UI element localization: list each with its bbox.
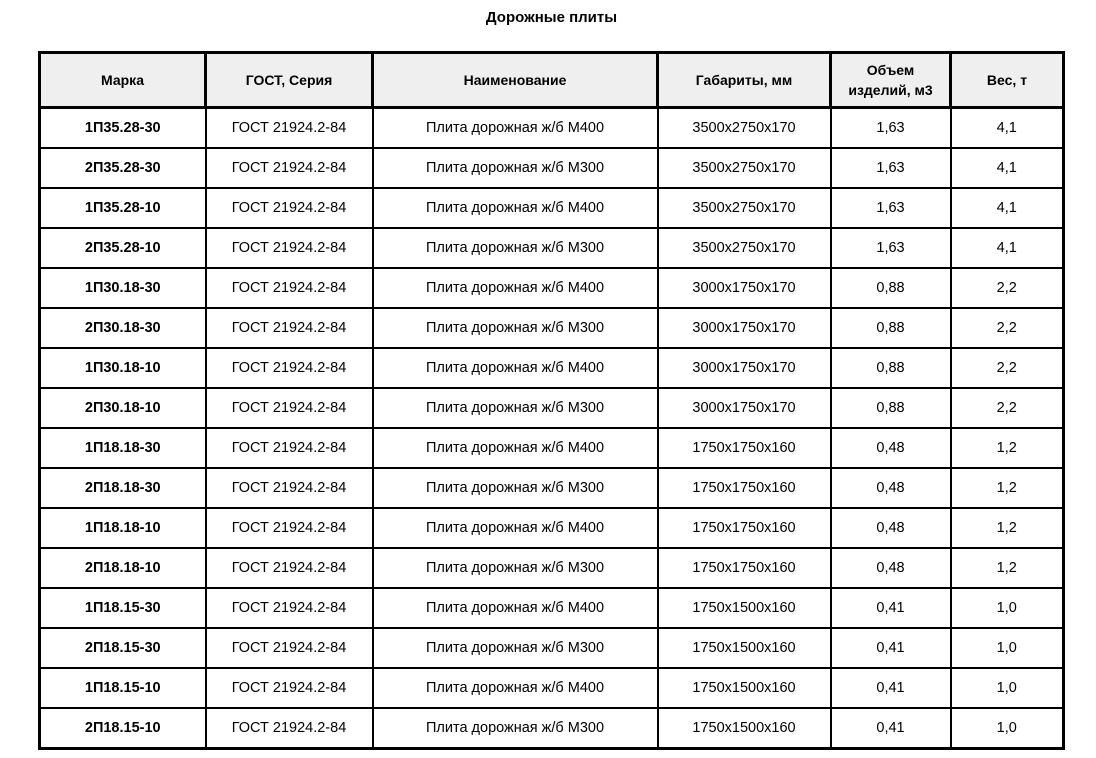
cell-dimensions: 1750х1500х160 [658, 668, 831, 708]
table-row [40, 548, 1064, 588]
cell-dimensions: 3500х2750х170 [658, 108, 831, 149]
cell-volume: 1,63 [831, 228, 951, 268]
cell-dimensions: 3000х1750х170 [658, 268, 831, 308]
table-container [38, 51, 1065, 750]
cell-dimensions: 1750х1500х160 [658, 588, 831, 628]
cell-gost: ГОСТ 21924.2-84 [206, 508, 373, 548]
table-row [40, 388, 1064, 428]
table-row [40, 428, 1064, 468]
column-header-label: Объем изделий, м3 [848, 62, 933, 98]
cell-gost: ГОСТ 21924.2-84 [206, 468, 373, 508]
cell-weight: 1,2 [951, 468, 1064, 508]
cell-weight: 1,0 [951, 708, 1064, 749]
cell-name: Плита дорожная ж/б М300 [373, 628, 658, 668]
cell-volume: 0,41 [831, 588, 951, 628]
cell-dimensions: 1750х1750х160 [658, 428, 831, 468]
cell-weight: 2,2 [951, 268, 1064, 308]
table-row [40, 228, 1064, 268]
cell-name: Плита дорожная ж/б М300 [373, 468, 658, 508]
table-row [40, 268, 1064, 308]
cell-dimensions: 3000х1750х170 [658, 348, 831, 388]
cell-weight: 2,2 [951, 308, 1064, 348]
table-row [40, 308, 1064, 348]
table-row [40, 588, 1064, 628]
cell-volume: 0,48 [831, 428, 951, 468]
cell-volume: 0,88 [831, 268, 951, 308]
column-header-label: Габариты, мм [695, 72, 793, 88]
cell-gost: ГОСТ 21924.2-84 [206, 148, 373, 188]
cell-volume: 0,41 [831, 668, 951, 708]
cell-mark: 1П18.18-30 [40, 428, 206, 468]
cell-dimensions: 3000х1750х170 [658, 308, 831, 348]
cell-volume: 1,63 [831, 148, 951, 188]
cell-weight: 1,0 [951, 588, 1064, 628]
cell-mark: 2П35.28-30 [40, 148, 206, 188]
cell-weight: 1,2 [951, 428, 1064, 468]
cell-mark: 2П18.18-30 [40, 468, 206, 508]
cell-mark: 1П18.15-10 [40, 668, 206, 708]
column-header-dimensions [658, 53, 831, 108]
table-row [40, 508, 1064, 548]
table-row [40, 628, 1064, 668]
cell-volume: 0,88 [831, 388, 951, 428]
cell-mark: 1П18.18-10 [40, 508, 206, 548]
cell-weight: 2,2 [951, 388, 1064, 428]
cell-mark: 2П30.18-10 [40, 388, 206, 428]
column-header-label: Наименование [463, 72, 567, 88]
cell-volume: 1,63 [831, 188, 951, 228]
table-row [40, 668, 1064, 708]
cell-weight: 4,1 [951, 148, 1064, 188]
cell-name: Плита дорожная ж/б М400 [373, 668, 658, 708]
cell-dimensions: 1750х1750х160 [658, 508, 831, 548]
cell-mark: 1П30.18-10 [40, 348, 206, 388]
cell-name: Плита дорожная ж/б М300 [373, 308, 658, 348]
cell-gost: ГОСТ 21924.2-84 [206, 228, 373, 268]
cell-name: Плита дорожная ж/б М300 [373, 548, 658, 588]
cell-mark: 2П18.18-10 [40, 548, 206, 588]
cell-weight: 1,2 [951, 508, 1064, 548]
table-row [40, 108, 1064, 149]
column-header-gost [206, 53, 373, 108]
cell-weight: 4,1 [951, 228, 1064, 268]
cell-weight: 4,1 [951, 188, 1064, 228]
cell-name: Плита дорожная ж/б М400 [373, 348, 658, 388]
cell-weight: 1,2 [951, 548, 1064, 588]
cell-dimensions: 1750х1750х160 [658, 548, 831, 588]
cell-gost: ГОСТ 21924.2-84 [206, 708, 373, 749]
cell-mark: 2П35.28-10 [40, 228, 206, 268]
table-row [40, 468, 1064, 508]
cell-gost: ГОСТ 21924.2-84 [206, 588, 373, 628]
cell-mark: 2П30.18-30 [40, 308, 206, 348]
table-body [40, 108, 1064, 749]
column-header-label: Марка [101, 72, 144, 88]
cell-mark: 1П30.18-30 [40, 268, 206, 308]
cell-name: Плита дорожная ж/б М300 [373, 148, 658, 188]
road-slabs-table [38, 51, 1065, 750]
cell-volume: 0,41 [831, 628, 951, 668]
cell-volume: 0,88 [831, 348, 951, 388]
cell-gost: ГОСТ 21924.2-84 [206, 268, 373, 308]
table-row [40, 708, 1064, 749]
column-header-mark [40, 53, 206, 108]
cell-mark: 2П18.15-30 [40, 628, 206, 668]
cell-name: Плита дорожная ж/б М400 [373, 428, 658, 468]
cell-dimensions: 3500х2750х170 [658, 188, 831, 228]
cell-volume: 0,48 [831, 468, 951, 508]
cell-weight: 1,0 [951, 668, 1064, 708]
cell-weight: 2,2 [951, 348, 1064, 388]
cell-gost: ГОСТ 21924.2-84 [206, 188, 373, 228]
cell-gost: ГОСТ 21924.2-84 [206, 548, 373, 588]
cell-gost: ГОСТ 21924.2-84 [206, 668, 373, 708]
cell-gost: ГОСТ 21924.2-84 [206, 108, 373, 149]
cell-dimensions: 3000х1750х170 [658, 388, 831, 428]
column-header-label: Вес, т [986, 72, 1028, 88]
table-row [40, 348, 1064, 388]
column-header-label: ГОСТ, Серия [245, 72, 333, 88]
cell-gost: ГОСТ 21924.2-84 [206, 628, 373, 668]
cell-mark: 2П18.15-10 [40, 708, 206, 749]
table-header [40, 53, 1064, 108]
cell-mark: 1П18.15-30 [40, 588, 206, 628]
cell-mark: 1П35.28-30 [40, 108, 206, 149]
cell-volume: 0,41 [831, 708, 951, 749]
cell-dimensions: 3500х2750х170 [658, 148, 831, 188]
column-header-volume [831, 53, 951, 108]
cell-mark: 1П35.28-10 [40, 188, 206, 228]
cell-gost: ГОСТ 21924.2-84 [206, 308, 373, 348]
cell-volume: 0,48 [831, 548, 951, 588]
cell-name: Плита дорожная ж/б М400 [373, 508, 658, 548]
cell-dimensions: 1750х1750х160 [658, 468, 831, 508]
cell-name: Плита дорожная ж/б М400 [373, 268, 658, 308]
cell-volume: 0,48 [831, 508, 951, 548]
table-row [40, 148, 1064, 188]
cell-dimensions: 1750х1500х160 [658, 628, 831, 668]
cell-gost: ГОСТ 21924.2-84 [206, 428, 373, 468]
cell-name: Плита дорожная ж/б М300 [373, 228, 658, 268]
cell-name: Плита дорожная ж/б М400 [373, 588, 658, 628]
cell-volume: 0,88 [831, 308, 951, 348]
table-row [40, 188, 1064, 228]
cell-dimensions: 3500х2750х170 [658, 228, 831, 268]
cell-weight: 4,1 [951, 108, 1064, 149]
cell-gost: ГОСТ 21924.2-84 [206, 388, 373, 428]
cell-name: Плита дорожная ж/б М300 [373, 388, 658, 428]
cell-name: Плита дорожная ж/б М400 [373, 188, 658, 228]
cell-volume: 1,63 [831, 108, 951, 149]
cell-weight: 1,0 [951, 628, 1064, 668]
column-header-weight [951, 53, 1064, 108]
column-header-name [373, 53, 658, 108]
cell-gost: ГОСТ 21924.2-84 [206, 348, 373, 388]
cell-dimensions: 1750х1500х160 [658, 708, 831, 749]
cell-name: Плита дорожная ж/б М300 [373, 708, 658, 749]
page-title: Дорожные плиты [485, 9, 618, 26]
header-row [40, 53, 1064, 108]
cell-name: Плита дорожная ж/б М400 [373, 108, 658, 149]
